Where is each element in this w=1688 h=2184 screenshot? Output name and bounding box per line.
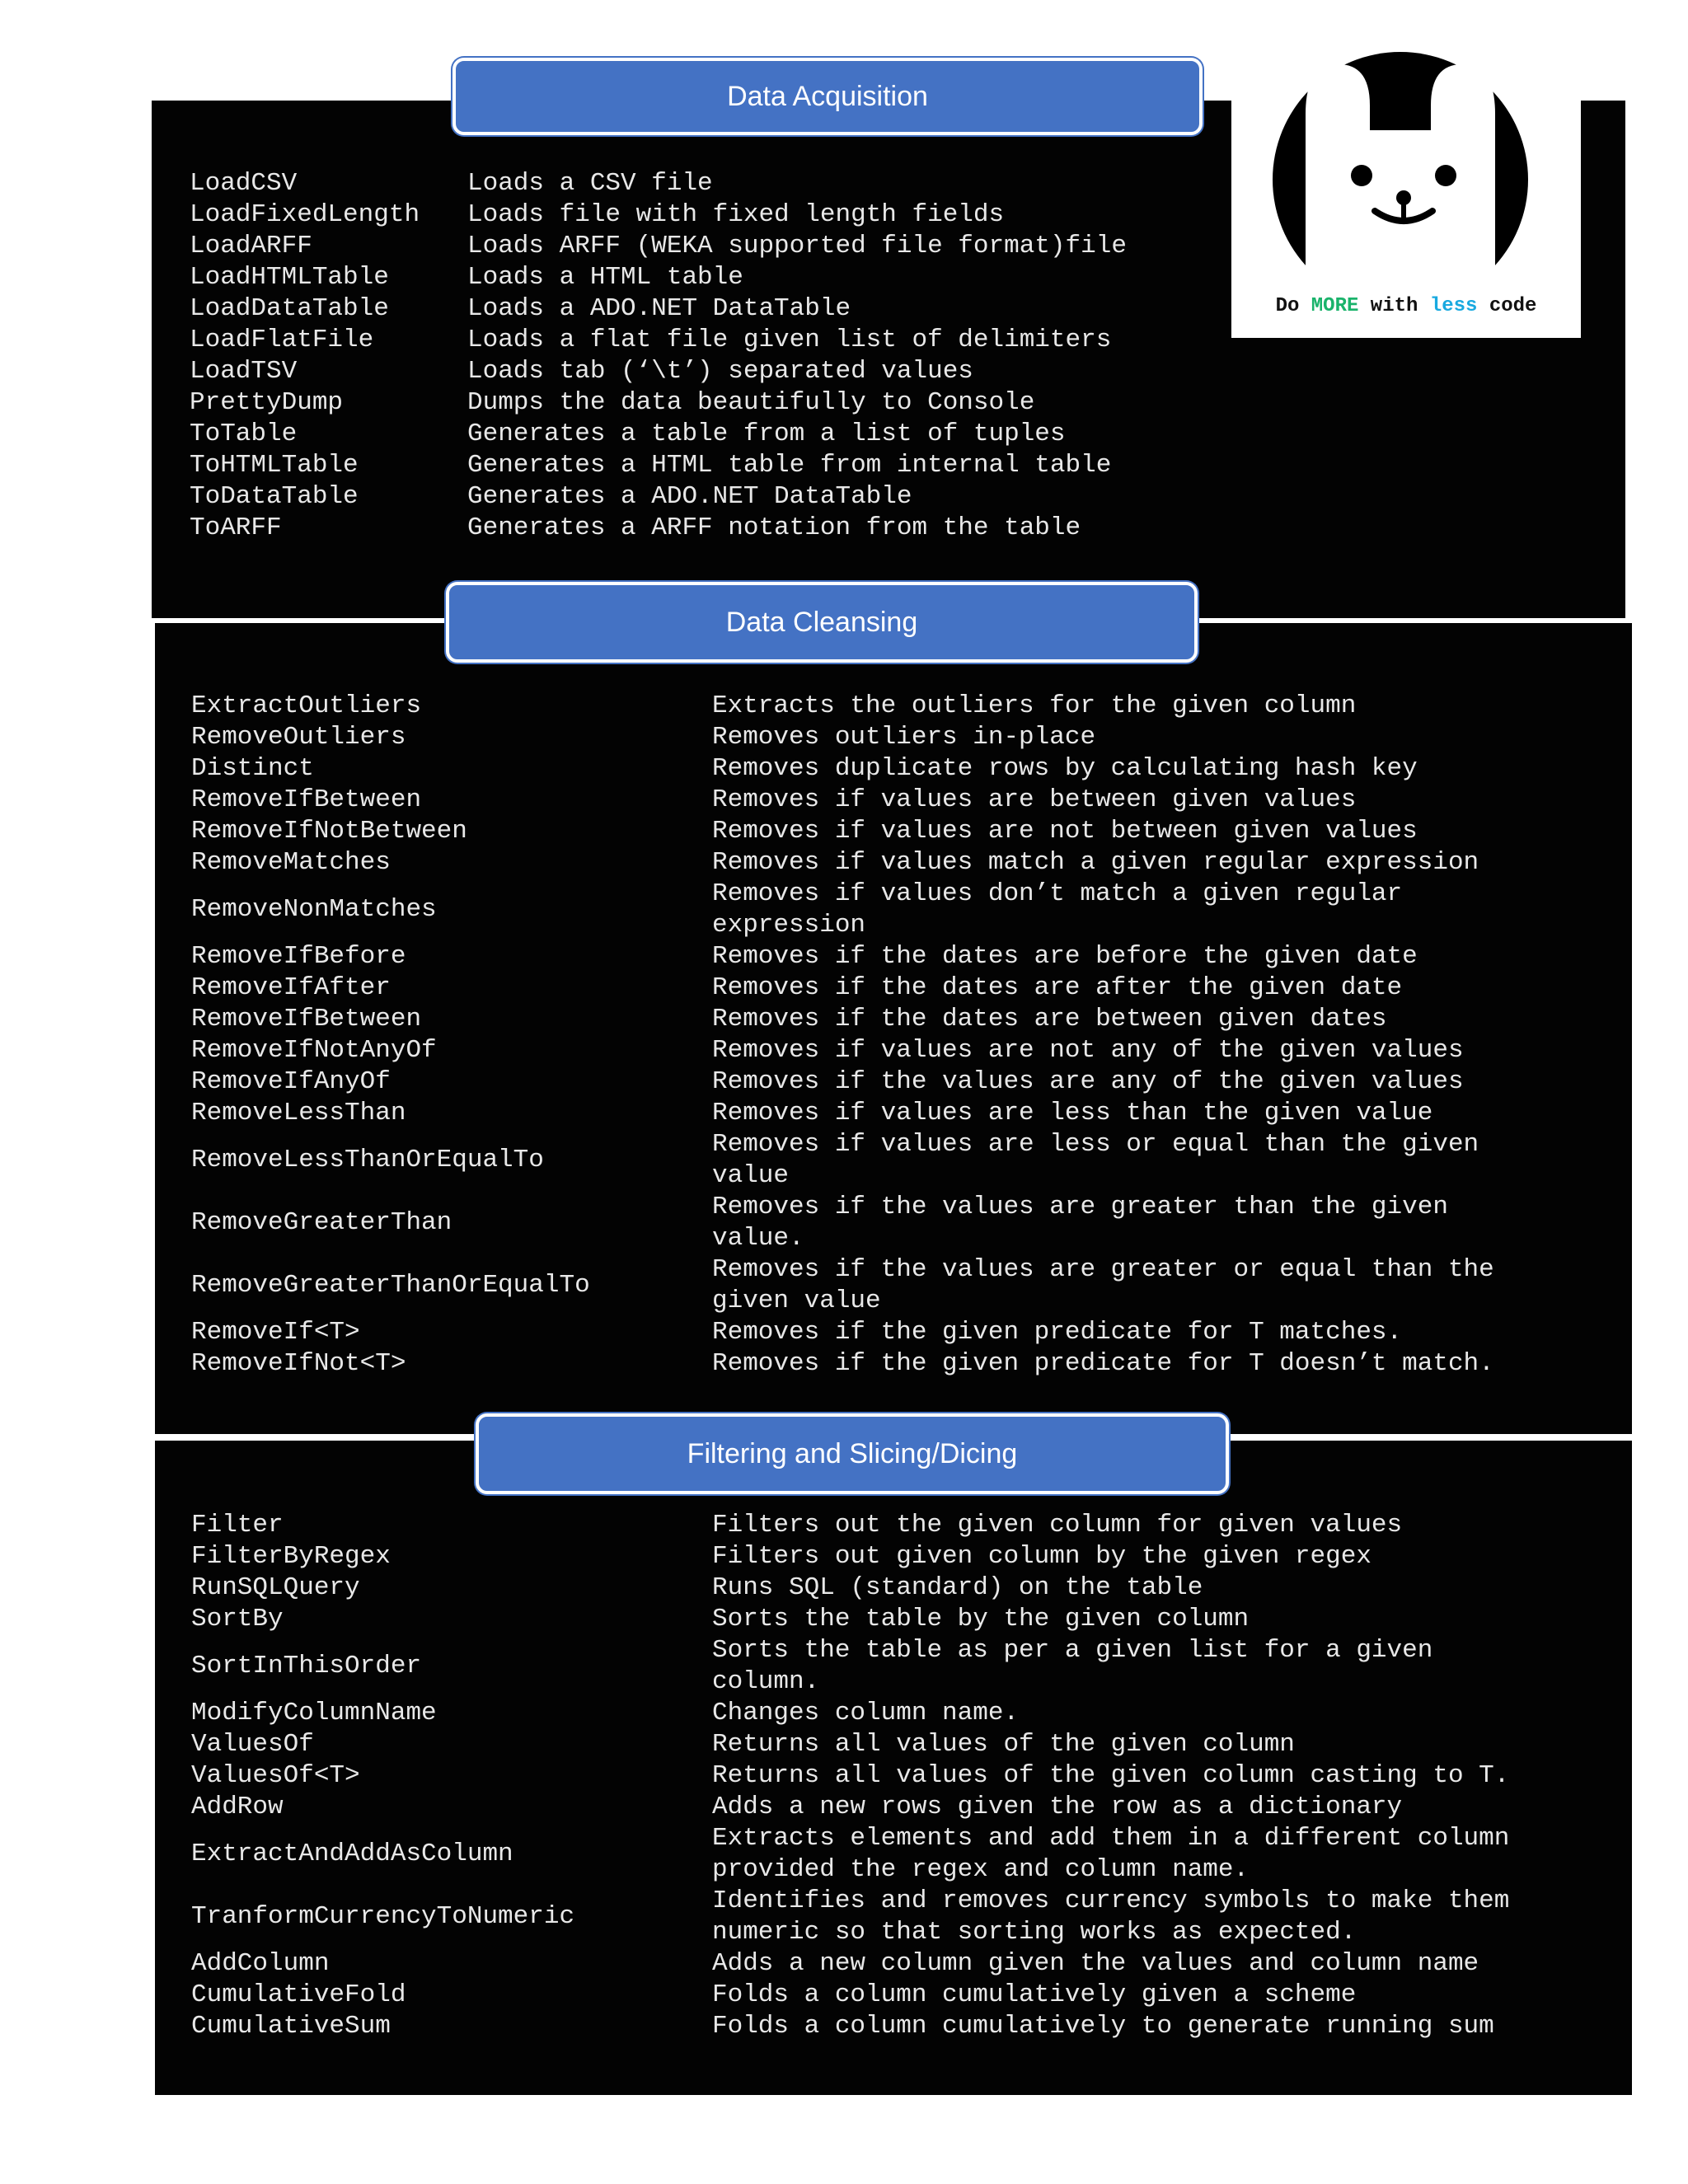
data-acquisition-list [190, 168, 1220, 544]
description-line: Loads tab (‘\t’) separated values [467, 357, 973, 386]
function-name: ToDataTable [190, 482, 359, 511]
function-name: CumulativeSum [191, 2012, 391, 2041]
description-line: value [712, 1161, 790, 1190]
function-description [712, 1698, 1609, 1729]
description-line: Filters out given column by the given regex [712, 1542, 1372, 1571]
function-name: TranformCurrencyToNumeric [191, 1902, 575, 1931]
function-row [191, 1541, 1609, 1572]
function-row [191, 1098, 1609, 1129]
description-line: Identifies and removes currency symbols to make them [712, 1886, 1510, 1915]
function-row [191, 722, 1609, 753]
description-line: Changes column name. [712, 1699, 1020, 1727]
function-row [191, 972, 1609, 1004]
description-line: Generates a ADO.NET DataTable [467, 482, 912, 511]
function-description [712, 1604, 1609, 1635]
function-row [191, 1604, 1609, 1635]
function-name: RemoveOutliers [191, 723, 406, 752]
function-row [191, 816, 1609, 847]
function-description [467, 513, 1220, 544]
section-title: Data Acquisition [727, 80, 928, 112]
function-name: FilterByRegex [191, 1542, 391, 1571]
filtering-header [476, 1413, 1229, 1494]
function-description [467, 231, 1220, 262]
function-name: LoadFixedLength [190, 200, 420, 229]
function-name: RemoveLessThan [191, 1099, 406, 1127]
function-row [191, 1254, 1609, 1317]
function-row [190, 419, 1220, 450]
function-description [712, 1317, 1609, 1348]
description-line: Removes if the dates are between given dates [712, 1005, 1387, 1033]
tagline-more: MORE [1311, 295, 1359, 317]
function-description [712, 1635, 1609, 1698]
description-line: Removes if values are not any of the given values [712, 1036, 1464, 1065]
function-description [467, 356, 1220, 387]
tagline-less: less [1429, 295, 1478, 317]
logo-tagline [1231, 295, 1581, 317]
description-line: Generates a table from a list of tuples [467, 419, 1066, 448]
function-row [191, 1792, 1609, 1823]
function-row [190, 450, 1220, 481]
function-description [712, 1254, 1609, 1317]
function-name: SortBy [191, 1605, 284, 1633]
description-line: Loads a HTML table [467, 263, 743, 292]
description-line: Removes if values are not between given values [712, 817, 1418, 846]
function-description [467, 419, 1220, 450]
function-row [191, 941, 1609, 972]
function-description [712, 1192, 1609, 1254]
data-cleansing-header [446, 582, 1198, 663]
description-line: Loads a flat file given list of delimiters [467, 326, 1112, 354]
description-line: Removes if the dates are before the given date [712, 942, 1418, 971]
function-row [191, 1317, 1609, 1348]
function-description [712, 847, 1609, 879]
description-line: Generates a ARFF notation from the table [467, 513, 1081, 542]
function-description [467, 450, 1220, 481]
description-line: given value [712, 1286, 881, 1315]
function-name: PrettyDump [190, 388, 344, 417]
function-name: ValuesOf<T> [191, 1761, 360, 1790]
function-name: RemoveIfNotAnyOf [191, 1036, 437, 1065]
description-line: Removes if values are less or equal than the given [712, 1130, 1479, 1159]
function-name: RemoveIfBetween [191, 785, 422, 814]
description-line: provided the regex and column name. [712, 1855, 1250, 1884]
function-description [467, 387, 1220, 419]
description-line: Removes duplicate rows by calculating hash key [712, 754, 1418, 783]
function-name: LoadTSV [190, 357, 298, 386]
description-line: Sorts the table as per a given list for a given [712, 1636, 1433, 1665]
description-line: Removes if values are between given values [712, 785, 1357, 814]
function-name: ExtractOutliers [191, 691, 422, 720]
function-row [191, 879, 1609, 941]
description-line: Loads ARFF (WEKA supported file format)file [467, 232, 1127, 260]
tagline-with: with [1370, 295, 1418, 317]
function-name: RemoveIfNot<T> [191, 1349, 406, 1378]
filtering-list [191, 1510, 1609, 2042]
description-line: Removes if values are less than the given value [712, 1099, 1433, 1127]
function-row [191, 1510, 1609, 1541]
function-description [712, 972, 1609, 1004]
description-line: Removes if the given predicate for T doesn’t match. [712, 1349, 1494, 1378]
function-description [712, 1792, 1609, 1823]
function-description [712, 1886, 1609, 1948]
function-row [190, 231, 1220, 262]
function-row [191, 1698, 1609, 1729]
function-name: RunSQLQuery [191, 1573, 360, 1602]
function-name: ToHTMLTable [190, 451, 359, 480]
function-row [191, 1066, 1609, 1098]
function-row [191, 1729, 1609, 1760]
description-line: Generates a HTML table from internal table [467, 451, 1112, 480]
function-description [712, 1004, 1609, 1035]
description-line: Removes if values don’t match a given regular [712, 879, 1403, 908]
tagline-code: code [1489, 295, 1537, 317]
function-name: AddColumn [191, 1949, 330, 1978]
description-line: Dumps the data beautifully to Console [467, 388, 1035, 417]
function-row [190, 481, 1220, 513]
function-row [191, 847, 1609, 879]
description-line: Removes if the values are greater than the given [712, 1193, 1448, 1221]
function-description [712, 1035, 1609, 1066]
function-row [191, 1035, 1609, 1066]
function-description [712, 816, 1609, 847]
function-row [191, 2011, 1609, 2042]
function-name: RemoveIfAnyOf [191, 1067, 391, 1096]
function-row [190, 199, 1220, 231]
function-description [712, 941, 1609, 972]
description-line: Extracts the outliers for the given column [712, 691, 1357, 720]
function-description [712, 1510, 1609, 1541]
function-name: LoadDataTable [190, 294, 389, 323]
description-line: Removes if values match a given regular expression [712, 848, 1479, 877]
function-row [190, 513, 1220, 544]
description-line: Folds a column cumulatively to generate running sum [712, 2012, 1494, 2041]
function-row [190, 325, 1220, 356]
function-name: LoadARFF [190, 232, 312, 260]
description-line: Sorts the table by the given column [712, 1605, 1250, 1633]
description-line: numeric so that sorting works as expected. [712, 1918, 1357, 1947]
function-row [191, 1980, 1609, 2011]
function-name: RemoveIfNotBetween [191, 817, 467, 846]
function-row [191, 1129, 1609, 1192]
function-name: LoadCSV [190, 169, 298, 198]
function-description [712, 1572, 1609, 1604]
function-name: ToTable [190, 419, 298, 448]
section-title: Data Cleansing [725, 606, 918, 638]
function-name: LoadHTMLTable [190, 263, 389, 292]
description-line: Removes if the values are any of the given values [712, 1067, 1464, 1096]
description-line: Runs SQL (standard) on the table [712, 1573, 1203, 1602]
function-description [712, 1729, 1609, 1760]
function-description [712, 1098, 1609, 1129]
function-description [712, 753, 1609, 785]
bunny-face-icon [1231, 40, 1581, 287]
function-name: RemoveNonMatches [191, 895, 437, 924]
function-description [712, 1066, 1609, 1098]
function-row [190, 168, 1220, 199]
function-name: RemoveIfBefore [191, 942, 406, 971]
function-description [712, 691, 1609, 722]
function-name: LoadFlatFile [190, 326, 374, 354]
description-line: expression [712, 911, 866, 940]
function-name: SortInThisOrder [191, 1652, 422, 1680]
function-description [712, 1129, 1609, 1192]
function-row [191, 1004, 1609, 1035]
function-row [190, 356, 1220, 387]
function-name: RemoveLessThanOrEqualTo [191, 1146, 544, 1174]
function-name: ToARFF [190, 513, 282, 542]
function-name: ModifyColumnName [191, 1699, 437, 1727]
function-name: AddRow [191, 1793, 284, 1821]
function-row [191, 1760, 1609, 1792]
section-title: Filtering and Slicing/Dicing [687, 1437, 1018, 1469]
function-description [712, 1823, 1609, 1886]
function-name: RemoveMatches [191, 848, 391, 877]
function-name: RemoveGreaterThan [191, 1208, 452, 1237]
tagline-do: Do [1275, 295, 1300, 317]
function-description [712, 1541, 1609, 1572]
description-line: Adds a new column given the values and column name [712, 1949, 1479, 1978]
function-description [712, 879, 1609, 941]
function-row [191, 691, 1609, 722]
description-line: Filters out the given column for given values [712, 1511, 1403, 1540]
function-row [191, 1192, 1609, 1254]
function-description [467, 325, 1220, 356]
function-description [467, 262, 1220, 293]
function-description [712, 2011, 1609, 2042]
function-row [191, 753, 1609, 785]
function-description [712, 1948, 1609, 1980]
description-line: Removes if the dates are after the given date [712, 973, 1403, 1002]
description-line: Extracts elements and add them in a different column [712, 1824, 1510, 1853]
function-description [712, 1980, 1609, 2011]
function-name: RemoveIfAfter [191, 973, 391, 1002]
description-line: Removes outliers in-place [712, 723, 1096, 752]
function-name: ExtractAndAddAsColumn [191, 1840, 513, 1868]
function-description [467, 293, 1220, 325]
description-line: Loads file with fixed length fields [467, 200, 1005, 229]
description-line: Loads a CSV file [467, 169, 713, 198]
description-line: Returns all values of the given column [712, 1730, 1295, 1759]
description-line: value. [712, 1224, 804, 1253]
function-name: Filter [191, 1511, 284, 1540]
function-name: RemoveIf<T> [191, 1318, 360, 1347]
description-line: column. [712, 1667, 820, 1696]
function-name: ValuesOf [191, 1730, 314, 1759]
function-row [190, 387, 1220, 419]
function-name: RemoveIfBetween [191, 1005, 422, 1033]
logo [1231, 40, 1581, 338]
function-description [712, 1760, 1609, 1792]
function-row [191, 1823, 1609, 1886]
function-row [191, 785, 1609, 816]
description-line: Adds a new rows given the row as a dictionary [712, 1793, 1403, 1821]
function-description [712, 722, 1609, 753]
function-description [467, 199, 1220, 231]
description-line: Returns all values of the given column casting to T. [712, 1761, 1510, 1790]
function-name: RemoveGreaterThanOrEqualTo [191, 1271, 590, 1300]
function-row [190, 293, 1220, 325]
function-row [191, 1635, 1609, 1698]
data-acquisition-header [452, 58, 1203, 135]
description-line: Folds a column cumulatively given a scheme [712, 1980, 1357, 2009]
function-row [191, 1348, 1609, 1380]
function-row [190, 262, 1220, 293]
description-line: Removes if the given predicate for T matches. [712, 1318, 1403, 1347]
data-cleansing-list [191, 691, 1609, 1380]
function-name: Distinct [191, 754, 314, 783]
function-row [191, 1572, 1609, 1604]
function-description [712, 1348, 1609, 1380]
function-name: CumulativeFold [191, 1980, 406, 2009]
description-line: Removes if the values are greater or equal than the [712, 1255, 1494, 1284]
function-row [191, 1886, 1609, 1948]
function-description [467, 168, 1220, 199]
function-description [712, 785, 1609, 816]
description-line: Loads a ADO.NET DataTable [467, 294, 851, 323]
function-row [191, 1948, 1609, 1980]
function-description [467, 481, 1220, 513]
